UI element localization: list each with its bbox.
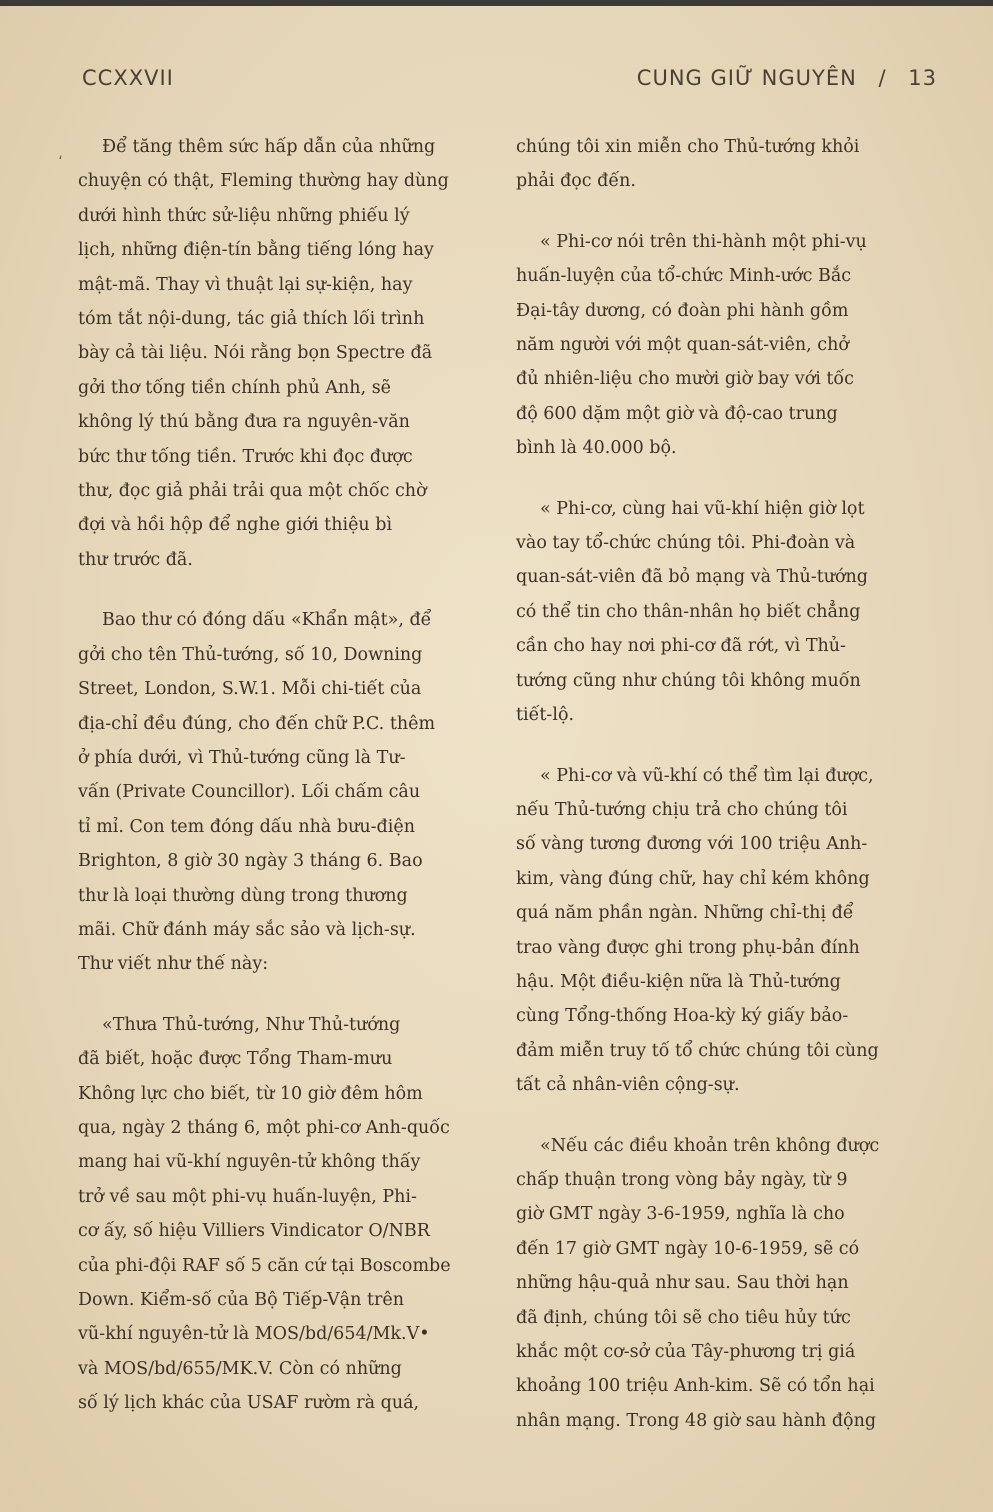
text-line: « Phi-cơ nói trên thi-hành một phi-vụ <box>540 231 867 252</box>
paragraph-gap <box>516 733 930 759</box>
paragraph-envelope <box>78 603 488 981</box>
text-line: nhân mạng. Trong 48 giờ sau hành động <box>516 1410 877 1431</box>
paragraph-aircraft <box>516 225 930 466</box>
text-line: cần cho hay nơi phi-cơ đã rớt, vì Thủ- <box>516 636 846 657</box>
text-line: mang hai vũ-khí nguyên-tử không thấy <box>78 1152 421 1173</box>
text-line: nếu Thủ-tướng chịu trả cho chúng tôi <box>516 799 848 820</box>
text-line: bức thư tống tiền. Trước khi đọc được <box>78 446 413 467</box>
text-line: « Phi-cơ và vũ-khí có thể tìm lại được, <box>540 765 874 786</box>
text-line: của phi-đội RAF số 5 căn cứ tại Boscombe <box>78 1255 451 1276</box>
text-line: chấp thuận trong vòng bảy ngày, từ 9 <box>516 1169 848 1190</box>
text-line: tướng cũng như chúng tôi không muốn <box>516 670 861 691</box>
text-line: Street, London, S.W.1. Mỗi chi-tiết của <box>78 679 422 700</box>
header-right <box>637 66 937 90</box>
text-line: có thể tin cho thân-nhân họ biết chẳng <box>516 601 861 622</box>
text-line: đảm miễn truy tố tổ chức chúng tôi cùng <box>516 1040 879 1061</box>
text-line: tiết-lộ. <box>516 705 575 726</box>
text-line: dưới hình thức sử-liệu những phiếu lý <box>78 205 410 226</box>
paragraph-gap <box>516 199 930 225</box>
text-line: vũ-khí nguyên-tử là MOS/bd/654/Mk.V• <box>78 1324 430 1345</box>
text-line: lịch, những điện-tín bằng tiếng lóng hay <box>78 240 434 261</box>
text-line: mãi. Chữ đánh máy sắc sảo và lịch-sự. <box>78 919 416 940</box>
text-line: bình là 40.000 bộ. <box>516 438 677 459</box>
text-line: trở về sau một phi-vụ huấn-luyện, Phi- <box>78 1186 417 1207</box>
text-line: đến 17 giờ GMT ngày 10-6-1959, sẽ có <box>516 1238 860 1259</box>
text-line: Không lực cho biết, từ 10 giờ đêm hôm <box>78 1083 423 1104</box>
text-line: số vàng tương đương với 100 triệu Anh- <box>516 834 868 855</box>
text-line: địa-chỉ đều đúng, cho đến chữ P.C. thêm <box>78 713 436 734</box>
text-line: Bao thư có đóng dấu «Khẩn mật», để <box>102 610 432 631</box>
paragraph-gap <box>516 1103 930 1129</box>
text-line: những hậu-quả như sau. Sau thời hạn <box>516 1273 849 1294</box>
text-line: đã định, chúng tôi sẽ cho tiêu hủy tức <box>516 1307 851 1328</box>
text-line: gởi cho tên Thủ-tướng, số 10, Downing <box>78 644 423 665</box>
text-line: khoảng 100 triệu Anh-kim. Sẽ có tổn hại <box>516 1376 875 1397</box>
text-line: kim, vàng đúng chữ, hay chỉ kém không <box>516 868 870 889</box>
text-line: Thư viết như thế này: <box>78 954 269 975</box>
text-line: huấn-luyện của tổ-chức Minh-ước Bắc <box>516 266 852 287</box>
header-separator: / <box>878 66 887 90</box>
paragraph-gap <box>516 466 930 492</box>
text-line: Brighton, 8 giờ 30 ngày 3 tháng 6. Bao <box>78 851 423 872</box>
text-line: thư trước đã. <box>78 549 193 570</box>
text-line: năm người với một quan-sát-viên, chở <box>516 335 849 356</box>
text-line: cùng Tổng-thống Hoa-kỳ ký giấy bảo- <box>516 1006 849 1027</box>
text-line: chuyện có thật, Fleming thường hay dùng <box>78 171 449 192</box>
margin-mark: ، <box>58 147 63 163</box>
text-line: đợi và hồi hộp để nghe giới thiệu bì <box>78 515 393 536</box>
text-line: tất cả nhân-viên cộng-sự. <box>516 1075 740 1096</box>
text-line: quan-sát-viên đã bỏ mạng và Thủ-tướng <box>516 567 869 588</box>
text-line: thư, đọc giả phải trải qua một chốc chờ <box>78 481 427 502</box>
paragraph-gap <box>78 577 488 603</box>
paragraph-threat <box>516 1129 930 1439</box>
text-line: số lý lịch khác của USAF rườm rà quá, <box>78 1393 420 1414</box>
text-line: giờ GMT ngày 3-6-1959, nghĩa là cho <box>516 1204 845 1225</box>
right-column <box>516 130 930 1438</box>
text-line: Đại-tây dương, có đoàn phi hành gồm <box>516 300 849 321</box>
paragraph-captured <box>516 492 930 733</box>
text-line: không lý thú bằng đưa ra nguyên-văn <box>78 412 410 433</box>
paragraph-gap <box>78 982 488 1008</box>
text-line: vấn (Private Councillor). Lối chấm câu <box>78 782 421 803</box>
running-header <box>82 66 937 100</box>
text-line: qua, ngày 2 tháng 6, một phi-cơ Anh-quốc <box>78 1117 450 1138</box>
paragraph-intro <box>78 130 488 577</box>
text-line: gởi thơ tống tiền chính phủ Anh, sẽ <box>78 377 392 398</box>
text-line: đủ nhiên-liệu cho mười giờ bay với tốc <box>516 369 854 390</box>
page-number: 13 <box>908 66 937 90</box>
text-line: ở phía dưới, vì Thủ-tướng cũng là Tư- <box>78 747 406 768</box>
chapter-number: CCXXVII <box>82 66 174 90</box>
text-line: phải đọc đến. <box>516 171 636 192</box>
text-line: trao vàng được ghi trong phụ-bản đính <box>516 937 860 958</box>
text-line: tóm tắt nội-dung, tác giả thích lối trình <box>78 309 425 330</box>
text-line: và MOS/bd/655/MK.V. Còn có những <box>78 1358 402 1379</box>
text-line: đã biết, hoặc được Tổng Tham-mưu <box>78 1049 393 1070</box>
text-line: thư là loại thường dùng trong thương <box>78 885 408 906</box>
text-line: khắc một cơ-sở của Tây-phương trị giá <box>516 1342 856 1362</box>
text-line: độ 600 dặm một giờ và độ-cao trung <box>516 403 838 424</box>
text-line: « Phi-cơ, cùng hai vũ-khí hiện giờ lọt <box>540 498 865 519</box>
page-top-edge <box>0 0 993 6</box>
text-line: «Thưa Thủ-tướng, Như Thủ-tướng <box>102 1014 401 1035</box>
text-line: Down. Kiểm-số của Bộ Tiếp-Vận trên <box>78 1290 404 1310</box>
text-line: quá năm phần ngàn. Những chỉ-thị để <box>516 903 854 924</box>
left-column <box>78 130 488 1421</box>
text-line: vào tay tổ-chức chúng tôi. Phi-đoàn và <box>516 533 856 554</box>
text-line: tỉ mỉ. Con tem đóng dấu nhà bưu-điện <box>78 816 415 837</box>
text-line: hậu. Một điều-kiện nữa là Thủ-tướng <box>516 971 841 992</box>
text-line: cơ ấy, số hiệu Villiers Vindicator O/NBR <box>78 1221 430 1242</box>
paragraph-letter-start <box>78 1008 488 1421</box>
text-line: chúng tôi xin miễn cho Thủ-tướng khỏi <box>516 137 860 157</box>
text-line: mật-mã. Thay vì thuật lại sự-kiện, hay <box>78 274 413 295</box>
text-line: Để tăng thêm sức hấp dẫn của những <box>102 137 436 157</box>
running-title: CUNG GIỮ NGUYÊN <box>636 66 857 90</box>
paragraph-continuation <box>516 130 930 199</box>
paragraph-ransom <box>516 759 930 1103</box>
text-line: «Nếu các điều khoản trên không được <box>540 1135 880 1156</box>
text-line: bày cả tài liệu. Nói rằng bọn Spectre đã <box>78 343 433 364</box>
